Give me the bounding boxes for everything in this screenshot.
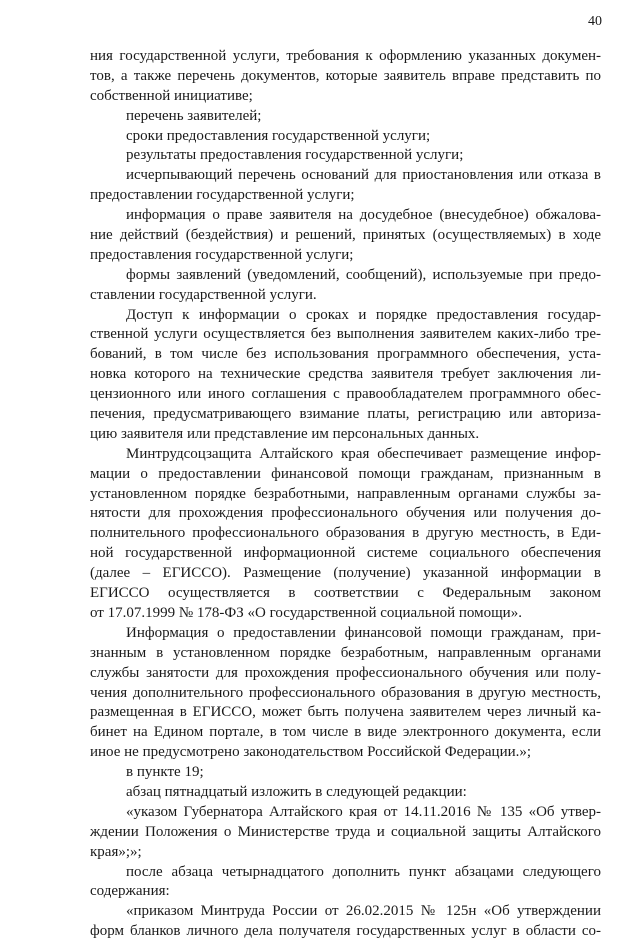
text-line: перечень заявителей; <box>126 107 262 124</box>
text-line: службы занятости для прохождения профессионального обучения или полу- <box>90 664 601 681</box>
text-line: размещенная в ЕГИССО, может быть получена заявителем через личный ка- <box>90 704 601 721</box>
text-line: от 17.07.1999 № 178-ФЗ «О государственной социальной помощи». <box>90 604 522 621</box>
text-line: чения дополнительного профессионального образования в другую местность, <box>90 684 601 701</box>
text-line: знанным в установленном порядке безработным, направленным органами <box>90 644 601 661</box>
text-line: бований, в том числе без использования программного обеспечения, уста- <box>90 346 601 363</box>
text-line: содержания: <box>90 883 170 900</box>
text-line: результаты предоставления государственной услуги; <box>126 147 464 164</box>
text-line: исчерпывающий перечень оснований для приостановления или отказа в <box>126 167 601 184</box>
text-line: предоставления государственной услуги; <box>90 246 354 263</box>
text-line: цензионного или иного соглашения с правообладателем программного обес- <box>90 386 601 403</box>
text-line: новка которого на технические средства заявителя требует заключения ли- <box>90 366 601 383</box>
page-number: 40 <box>588 14 602 29</box>
text-line: края»;»; <box>90 843 142 860</box>
text-line: информация о праве заявителя на досудебное (внесудебное) обжалова- <box>126 207 601 224</box>
text-line: ния государственной услуги, требования к оформлению указанных докумен- <box>90 48 601 64</box>
text-line: полнительного профессионального образования в другую местность, в Еди- <box>90 525 601 542</box>
text-line: (далее – ЕГИССО). Размещение (получение) указанной информации в <box>90 565 601 582</box>
text-line: мации о предоставлении финансовой помощи гражданам, признанным в <box>90 465 601 482</box>
text-line: Информация о предоставлении финансовой помощи гражданам, при- <box>126 624 601 641</box>
text-line: в пункте 19; <box>126 764 204 781</box>
text-line: ждении Положения о Министерстве труда и социальной защиты Алтайского <box>90 823 601 840</box>
text-line: нятости для прохождения профессионального обучения или получения до- <box>90 505 601 522</box>
text-line: печения, предусматривающего взимание платы, регистрацию или авториза- <box>90 406 601 423</box>
text-line: ставлении государственной услуги. <box>90 286 317 303</box>
text-line: бинет на Едином портале, в том числе в виде электронного документа, если <box>90 724 601 741</box>
document-body <box>90 47 601 942</box>
text-line: собственной инициативе; <box>90 87 253 104</box>
text-line: абзац пятнадцатый изложить в следующей редакции: <box>126 783 467 800</box>
text-line: формы заявлений (уведомлений, сообщений), используемые при предо- <box>126 266 601 283</box>
text-line: ственной услуги осуществляется без выполнения заявителем каких-либо тре- <box>90 326 601 343</box>
text-line: «приказом Минтруда России от 26.02.2015 № 125н «Об утверждении <box>126 903 601 920</box>
text-line: тов, а также перечень документов, которые заявитель вправе представить по <box>90 67 601 84</box>
text-line: предоставлении государственной услуги; <box>90 187 355 204</box>
text-line: после абзаца четырнадцатого дополнить пункт абзацами следующего <box>126 863 601 880</box>
text-line: сроки предоставления государственной услуги; <box>126 127 431 144</box>
text-line: «указом Губернатора Алтайского края от 14.11.2016 № 135 «Об утвер- <box>126 803 601 820</box>
text-line: Минтрудсоцзащита Алтайского края обеспечивает размещение инфор- <box>126 445 601 462</box>
text-line: ЕГИССО осуществляется в соответствии с Федеральным законом <box>90 585 601 602</box>
text-line: Доступ к информации о сроках и порядке предоставления государ- <box>126 306 601 323</box>
text-line: иное не предусмотрено законодательством Российской Федерации.»; <box>90 744 532 761</box>
text-line: ние действий (бездействия) и решений, принятых (осуществляемых) в ходе <box>90 227 601 244</box>
text-line: ной государственной информационной системе социального обеспечения <box>90 545 601 562</box>
text-line: установленном порядке безработными, направленным органами службы за- <box>90 485 601 502</box>
text-line: форм бланков личного дела получателя государственных услуг в области со- <box>90 923 601 940</box>
text-line: цию заявителя или представление им персональных данных. <box>90 425 480 442</box>
